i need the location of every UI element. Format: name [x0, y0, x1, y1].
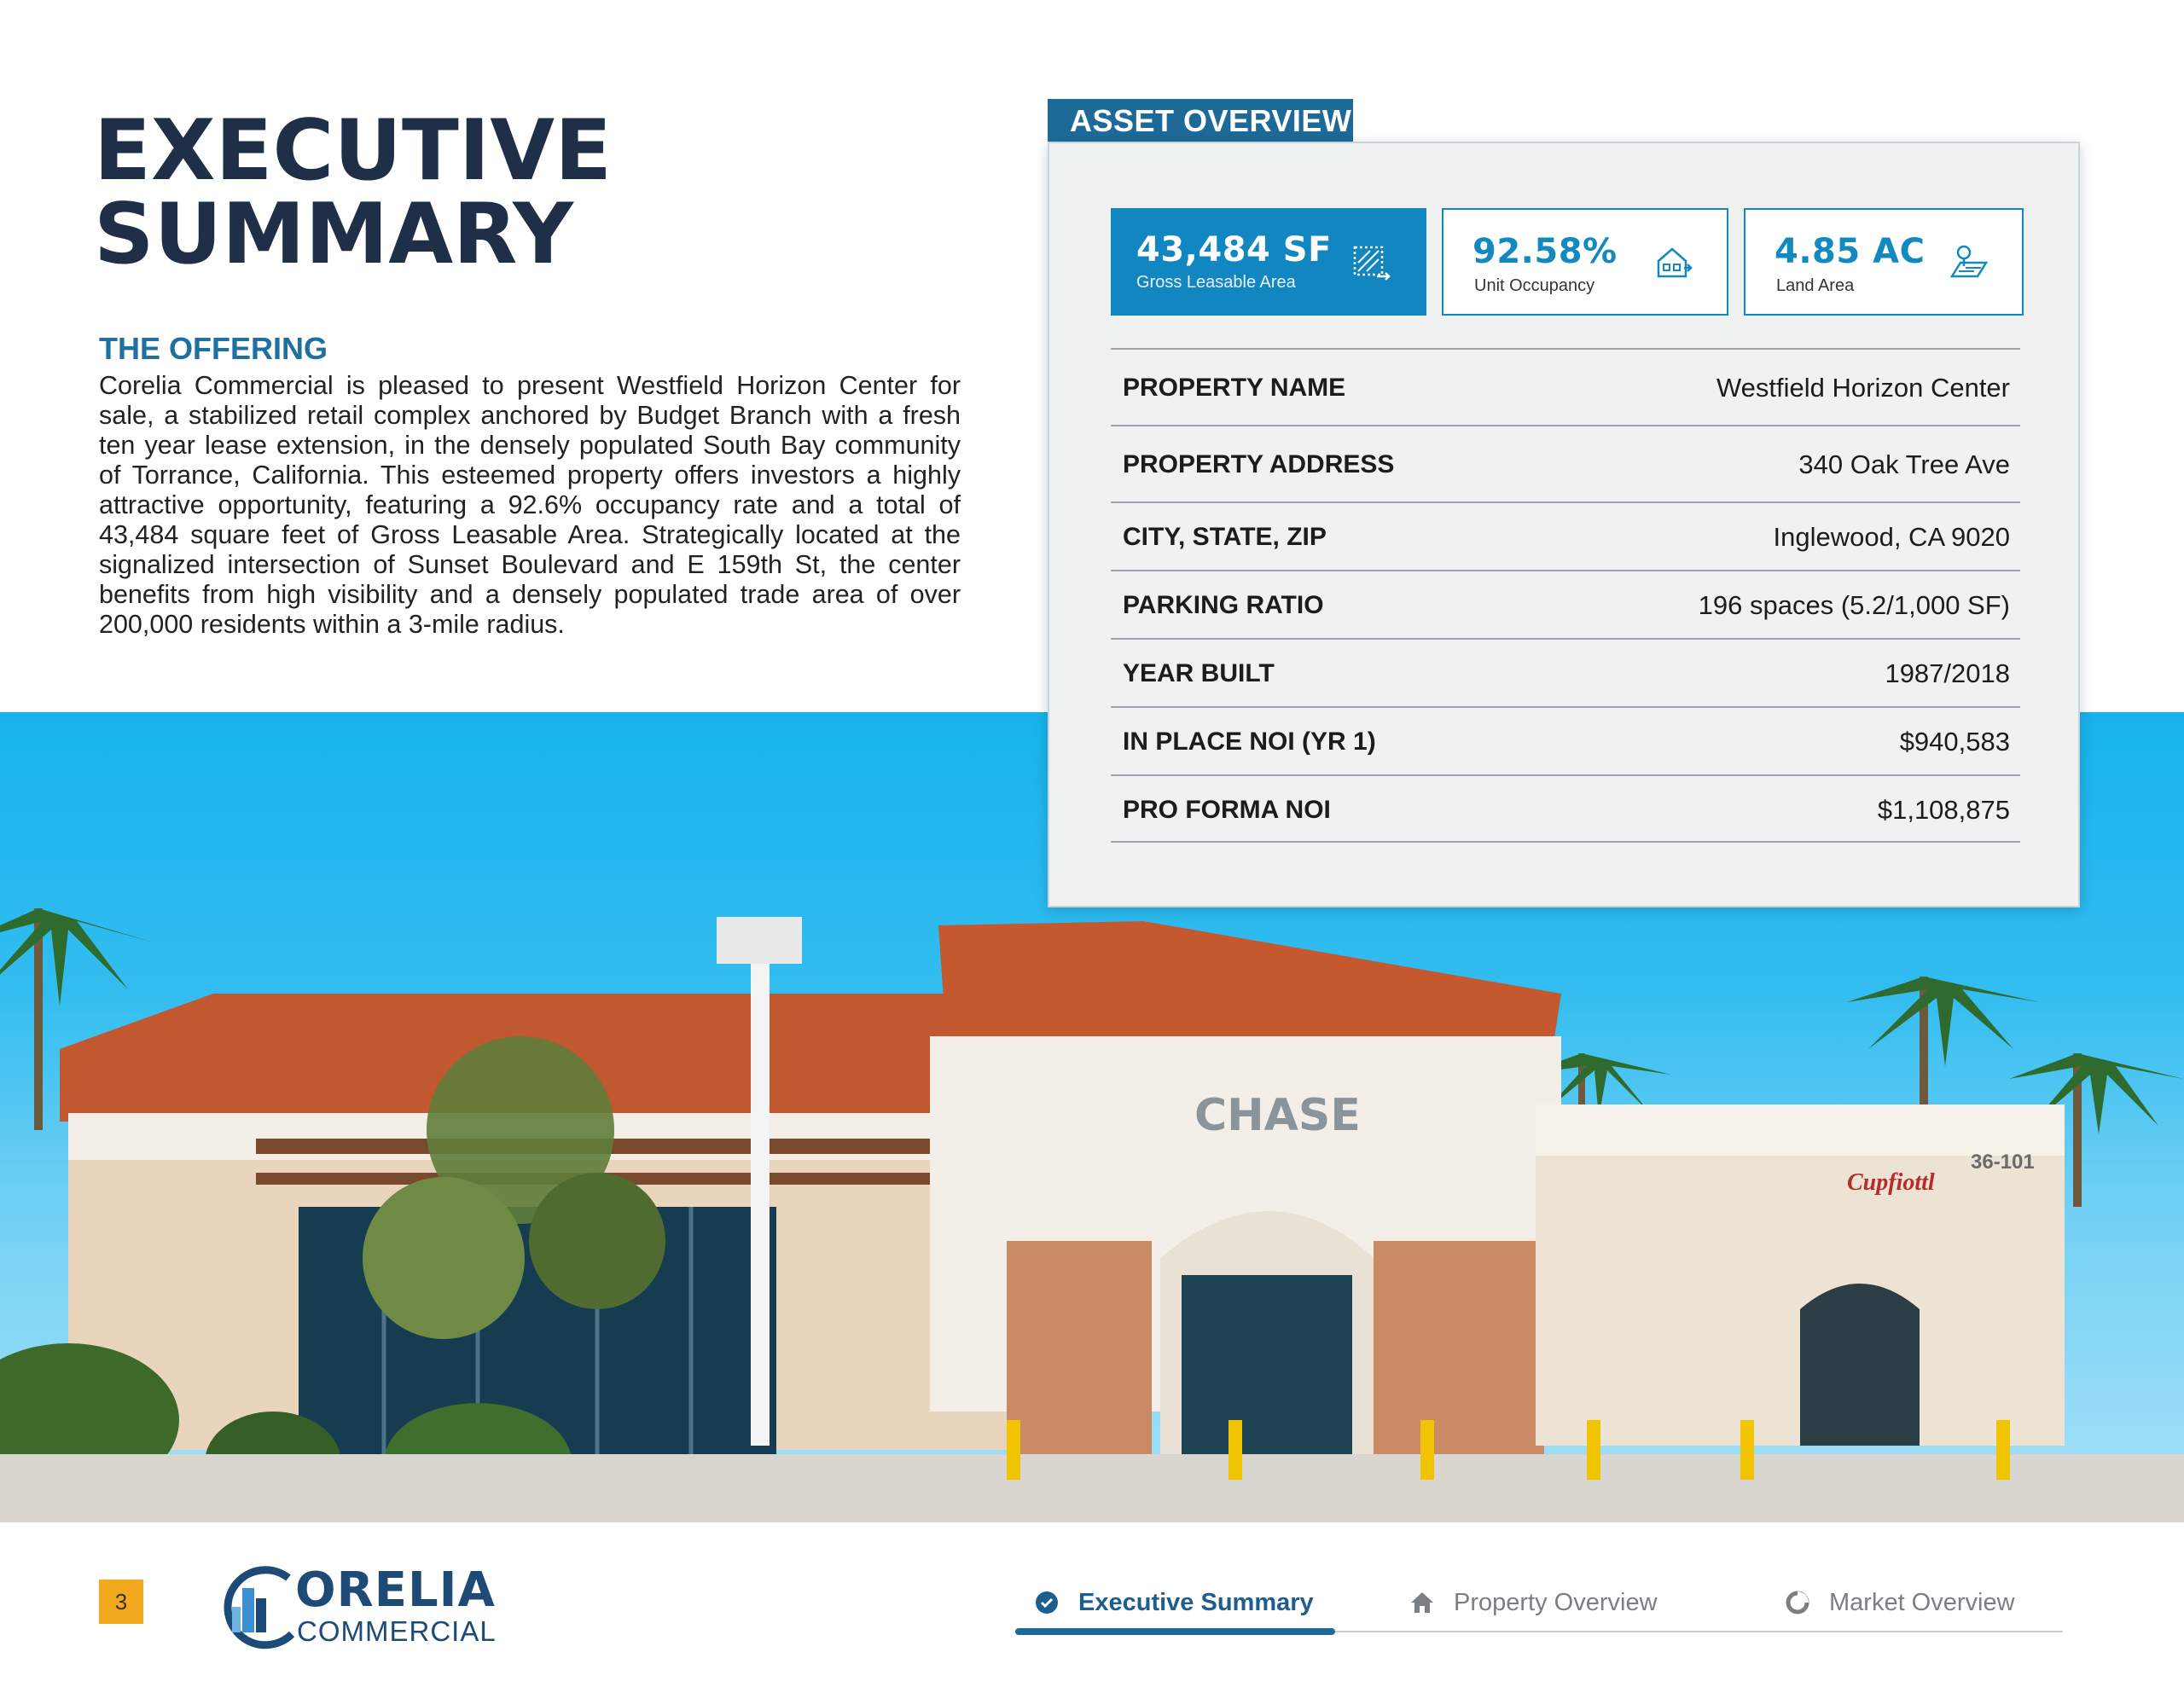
stat-label: Gross Leasable Area — [1136, 273, 1296, 292]
table-row — [1111, 570, 2020, 638]
table-row — [1111, 774, 2020, 843]
offering-body: Corelia Commercial is pleased to present Westfield Horizon Center for sale, a stabilized retail complex anchored by Budget Branch with a fresh ten year lease extension, in the densely populated South Bay community of Torrance, California. This esteemed property offers investors a highly attractive opportunity, featuring a 92.6% occupancy rate and a total of 43,484 square feet of Gross Leasable Area. Strategically located at the signalized intersection of Sunset Boulevard and E 159th St, the center benefits from high visibility and a densely populated trade area of over 200,000 residents within a 3-mile radius. — [99, 371, 961, 639]
row-value: Inglewood, CA 9020 — [1773, 522, 2010, 552]
land-map-icon — [1949, 242, 1989, 283]
nav-active-indicator — [1015, 1628, 1335, 1635]
logo-mark-icon — [213, 1562, 299, 1651]
stat-unit-occupancy — [1442, 208, 1728, 316]
row-value: 1987/2018 — [1885, 658, 2010, 688]
logo-name-line1: ORELIA — [295, 1562, 496, 1618]
stat-value: 4.85 AC — [1774, 232, 1926, 271]
nav-executive-summary[interactable] — [1034, 1581, 1314, 1624]
stat-gross-leasable-area — [1111, 208, 1426, 316]
nav-label: Property Overview — [1454, 1588, 1658, 1616]
table-row — [1111, 501, 2020, 570]
row-value: 196 spaces (5.2/1,000 SF) — [1698, 590, 2010, 620]
row-key: PROPERTY ADDRESS — [1123, 450, 1395, 478]
pie-chart-icon — [1785, 1590, 1810, 1615]
table-row — [1111, 706, 2020, 774]
page-title-line1: EXECUTIVE — [94, 102, 613, 200]
stat-land-area — [1744, 208, 2024, 316]
table-row — [1111, 348, 2020, 425]
unit-number-sign: 36-101 — [1971, 1151, 2035, 1174]
corelia-commercial-logo — [213, 1562, 495, 1651]
building-occupancy-icon — [1653, 242, 1694, 283]
page-number: 3 — [99, 1580, 143, 1624]
page-title — [94, 102, 691, 283]
home-icon — [1409, 1590, 1435, 1615]
stat-label: Land Area — [1776, 276, 1855, 295]
row-key: PRO FORMA NOI — [1123, 796, 1331, 824]
row-key: YEAR BUILT — [1123, 659, 1275, 687]
bank-sign: CHASE — [1194, 1090, 1361, 1141]
stat-value: 92.58% — [1472, 232, 1618, 271]
table-row — [1111, 638, 2020, 706]
shop-sign: Cupfiottl — [1847, 1169, 1935, 1196]
row-value: Westfield Horizon Center — [1716, 373, 2010, 403]
area-icon — [1351, 242, 1392, 283]
offering-heading: THE OFFERING — [99, 331, 328, 366]
row-value: $940,583 — [1899, 727, 2010, 757]
row-value: $1,108,875 — [1877, 795, 2010, 825]
nav-market-overview[interactable] — [1785, 1581, 2015, 1624]
row-key: PARKING RATIO — [1123, 591, 1324, 619]
page-title-line2: SUMMARY — [94, 186, 574, 283]
row-value: 340 Oak Tree Ave — [1798, 449, 2010, 479]
stat-label: Unit Occupancy — [1474, 276, 1595, 295]
property-details-table — [1111, 348, 2020, 843]
nav-label: Market Overview — [1829, 1588, 2015, 1616]
nav-property-overview[interactable] — [1409, 1581, 1658, 1624]
row-key: PROPERTY NAME — [1123, 374, 1346, 402]
stat-value: 43,484 SF — [1136, 230, 1332, 270]
row-key: IN PLACE NOI (YR 1) — [1123, 728, 1376, 756]
section-nav — [1015, 1581, 2063, 1636]
check-circle-icon — [1034, 1590, 1060, 1615]
logo-name-line2: COMMERCIAL — [297, 1615, 497, 1647]
asset-overview-tab: ASSET OVERVIEW — [1048, 99, 1353, 143]
table-row — [1111, 425, 2020, 501]
nav-label: Executive Summary — [1078, 1588, 1314, 1616]
asset-overview-card — [1048, 142, 2080, 907]
row-key: CITY, STATE, ZIP — [1123, 523, 1327, 551]
